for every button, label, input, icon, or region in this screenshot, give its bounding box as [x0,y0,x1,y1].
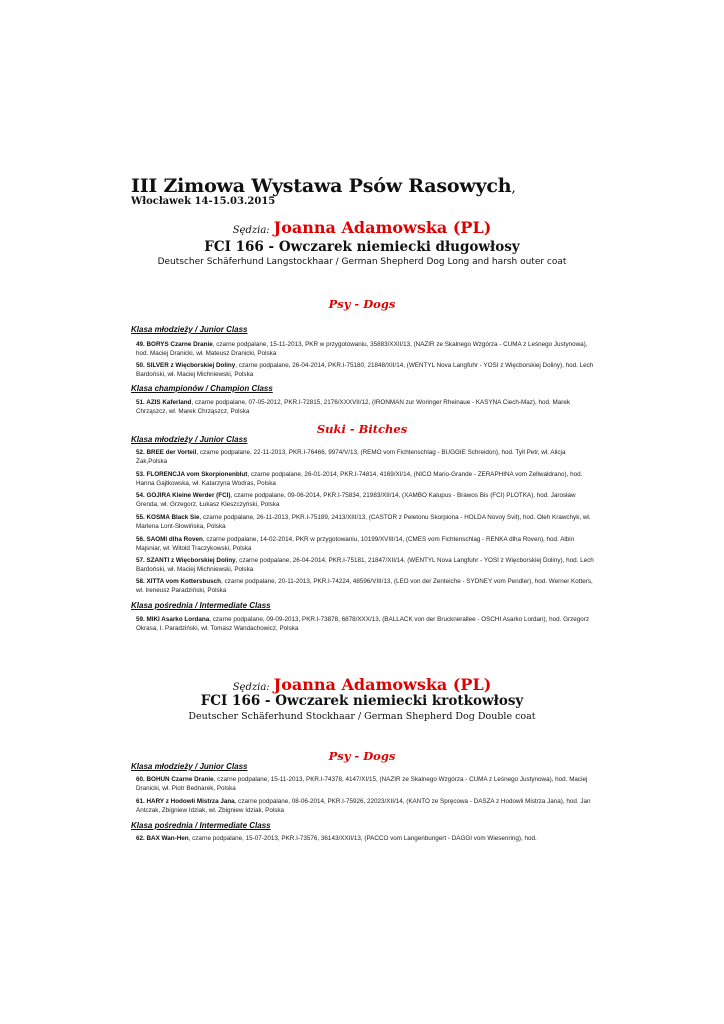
entry-51 [136,399,596,416]
show-title: III Zimowa Wystawa Psów Rasowych, [131,175,516,197]
entry-57 [136,557,596,574]
entry-details: , czarne podpalane, 26-04-2014, PKR.I-75180, 21848/XII/14, (WENTYL Nova Langfuhr - YOSI z Więcborskiej Doliny), hod. Lech Bardoński, wł. Maciej Michniewski, Polska [136,362,594,378]
judge-prefix: Sędzia: [232,225,270,236]
entry-name: 61. HARY z Hodowli Mistrza Jana [136,798,235,805]
class-heading-intermediate: Klasa pośrednia / Intermediate Class [131,601,271,610]
entry-58 [136,578,596,595]
sex-heading-bitches: Suki - Bitches [316,422,408,436]
entry-details: , czarne podpalane, 26-04-2014, PKR.I-75181, 21847/XII/14, (WENTYL Nova Langfuhr - YOSI z Więcborskiej Doliny), hod. Lech Bardoński, wł. Maciej Michniewski, Polska [136,557,594,573]
entry-53 [136,471,596,488]
entry-56 [136,536,596,553]
entry-name: 60. BOHUN Czarne Dranie [136,776,214,783]
show-date: Włocławek 14-15.03.2015 [131,196,276,207]
class-heading-junior: Klasa młodzieży / Junior Class [131,325,248,334]
entry-details: , czarne podpalane, 15-11-2013, PKR.I-74378, 4147/XI/15, (NAZIR ze Skalnego Wzgórza - CUMA z Leśnego Justynowa), hod. Maciej Dranicki, wł. Piotr Bednarek, Polska [136,776,588,792]
entry-name: 58. XITTA vom Kottersbusch [136,578,222,585]
entry-details: , czarne podpalane, 20-11-2013, PKR.I-74224, 48596/VIII/13, (LEO von der Zenteiche - SYDNEY vom Pendler), hod. Werner Kotters, wł. Ireneusz Paradziński, Polska [136,578,593,594]
breed-title: FCI 166 - Owczarek niemiecki krotkowłosy [200,693,524,709]
entry-61 [136,798,596,815]
entry-details: , czarne podpalane, 14-02-2014, PKR w przygotowaniu, 10199/XVIII/14, (CMES vom Fichtenschlag - RENKA dlha Roven), hod. Albin Majsniar, wł. Witold Traczykowski, Polska [136,536,575,552]
entry-name: 56. SAOMI dlha Roven [136,536,203,543]
class-heading-junior: Klasa młodzieży / Junior Class [131,435,248,444]
entry-name: 49. BORYS Czarne Dranie [136,341,213,348]
entry-name: 57. SZANTI z Więcborskiej Doliny [136,557,236,564]
breed-subtitle: Deutscher Schäferhund Langstockhaar / German Shepherd Dog Long and harsh outer coat [157,257,567,267]
entry-details: , czarne podpalane, 26-01-2014, PKR.I-74814, 4169/XI/14, (NICO Mario-Grande - ZERAPHINA vom Zellwaldrano), hod. Hanna Gajtkowska, wł. Katarzyna Wodras, Polska [136,471,583,487]
judge-name: Joanna Adamowska (PL) [273,675,492,694]
entry-details: , czarne podpalane, 09-09-2013, PKR.I-73878, 6878/XXX/13, (BALLACK von der Brucknerallee - OSCHI Asarko Lordan), hod. Grzegorz Okrasa, I. Paradziński, wł. Tomasz Wandachowicz, Polska [136,616,590,632]
class-heading-junior: Klasa młodzieży / Junior Class [131,762,248,771]
class-heading-champion: Klasa championów / Champion Class [131,384,273,393]
entry-49 [136,341,596,358]
judge-prefix: Sędzia: [232,682,270,693]
judge-line [0,218,724,238]
breed-title: FCI 166 - Owczarek niemiecki długowłosy [204,239,520,255]
breed-subtitle: Deutscher Schäferhund Stockhaar / German Shepherd Dog Double coat [188,711,536,722]
entry-54 [136,492,596,509]
entry-name: 62. BAX Wan-Hen [136,835,189,842]
entry-60 [136,776,596,793]
entry-name: 55. KOSMA Black Sie [136,514,200,521]
entry-details: , czarne podpalane, 09-06-2014, PKR.I-75834, 21983/XII/14, (XAMBO Kalupus - Brawos Bis (FCI) PLOTKA), hod. Jarosław Grenda, wł. Grzegorz, Łukasz Kleszczyński, Polska [136,492,576,508]
entry-name: 54. GOJIRA Kleine Werder (FCI) [136,492,231,499]
entry-name: 59. MIKI Asarko Lordana [136,616,210,623]
entry-name: 52. BREE der Vorteil [136,449,197,456]
entry-details: , czarne podpalane, 26-11-2013, PKR.I-75189, 2413/XIII/13, (CASTOR z Peletonu Skorpiona - HOLDA Novoy Svit), hod. Oleh Krawchyk, wł. Marlena Lont-Słowińska, Polska [136,514,591,530]
judge-name: Joanna Adamowska (PL) [273,218,492,237]
entry-details: , czarne podpalane, 08-06-2014, PKR.I-75926, 22023/XII/14, (KANTO ze Spręcowa - DASZA z Hodowli Mistrza Jana), hod. Jan Antczak, Zbigniew Idziak, wł. Zbigniew Idziak, Polska [136,798,591,814]
sex-heading-dogs: Psy - Dogs [328,297,396,311]
entry-details: , czarne podpalane, 22-11-2013, PKR.I-76466, 9974/V/13, (REMO vom Fichtenschlag - BUGGIE Schreidon), hod. Tyll Petr, wł. Alicja Żak,Polska [136,449,566,465]
entry-name: 50. SILVER z Więcborskiej Doliny [136,362,236,369]
entry-52 [136,449,596,466]
entry-50 [136,362,596,379]
entry-details: , czarne podpalane, 15-07-2013, PKR.I-73576, 36143/XXII/13, (PACCO vom Langenbungert - DAGGI vom Wiesenring), hod. [188,835,537,842]
entry-55 [136,514,596,531]
sex-heading-dogs: Psy - Dogs [328,749,396,763]
entry-62 [136,835,596,844]
entry-details: , czarne podpalane, 07-05-2012, PKR.I-72815, 2176/XXXVII/12, (IRONMAN zur Woringer Rheinaue - KASYNA Ciech-Maz), hod. Marek Chrząszcz, wł. Marek Chrząszcz, Polska [136,399,570,415]
entry-name: 51. AZIS Kaferland [136,399,192,406]
judge-line [0,675,724,695]
entry-59 [136,616,596,633]
class-heading-intermediate: Klasa pośrednia / Intermediate Class [131,821,271,830]
entry-name: 53. FLORENCJA vom Skorpionenblut [136,471,248,478]
entry-details: , czarne podpalane, 15-11-2013, PKR w przygotowaniu, 35883/XXII/13, (NAZIR ze Skalnego Wzgórza - CUMA z Leśnego Justynowa), hod. Maciej Dranicki, wł. Mateusz Dranicki, Polska [136,341,588,357]
